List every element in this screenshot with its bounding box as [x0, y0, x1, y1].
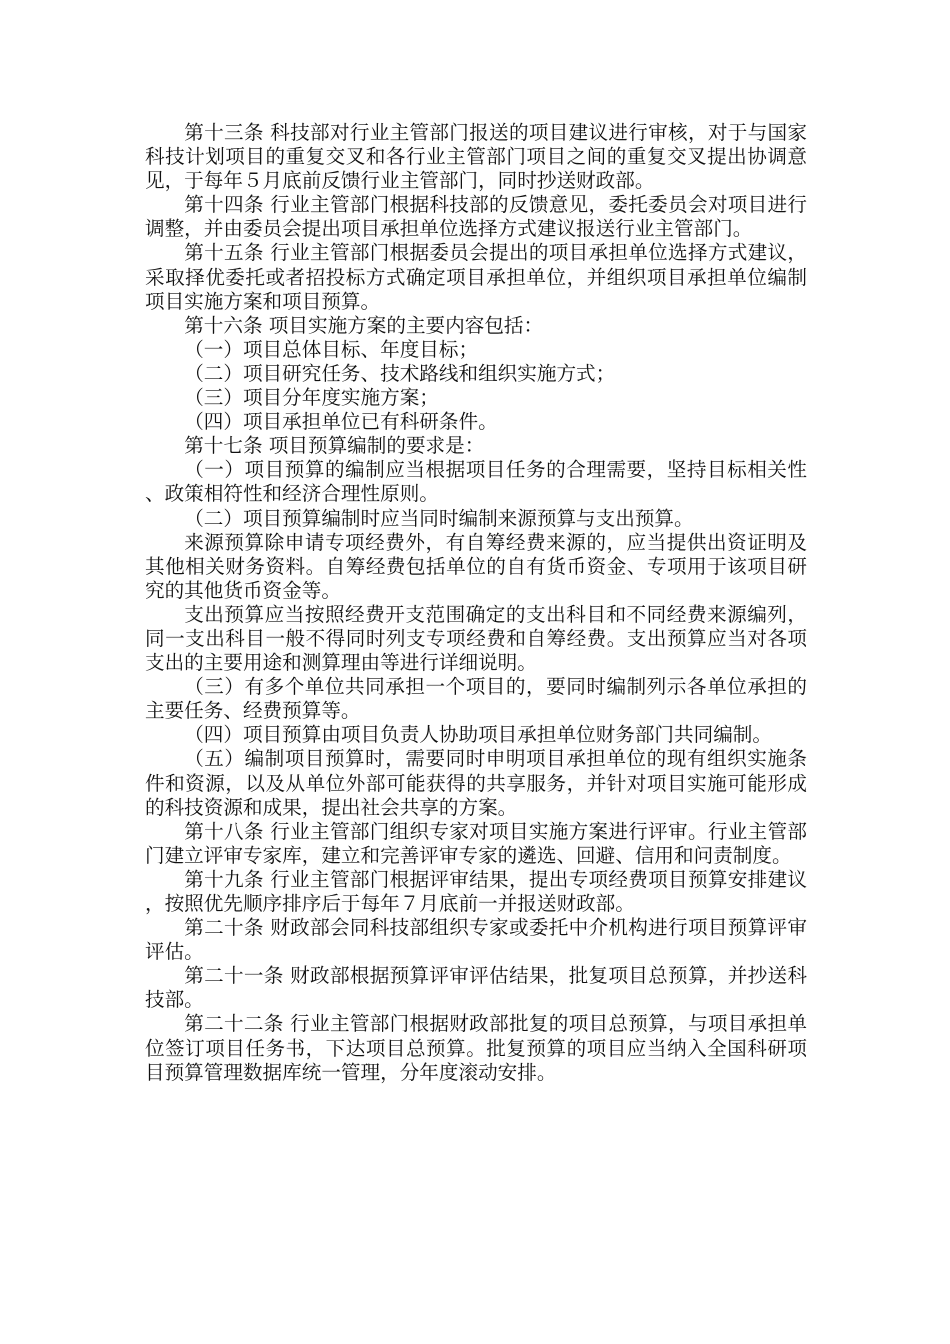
- paragraph-article-20: 第二十条 财政部会同科技部组织专家或委托中介机构进行项目预算评审评估。: [145, 916, 807, 964]
- paragraph-article-18: 第十八条 行业主管部门组织专家对项目实施方案进行评审。行业主管部门建立评审专家库，建立和完善评审专家的遴选、回避、信用和问责制度。: [145, 819, 807, 867]
- list-item-17-3: （三）有多个单位共同承担一个项目的，要同时编制列示各单位承担的主要任务、经费预算等。: [145, 675, 807, 723]
- paragraph-article-22: 第二十二条 行业主管部门根据财政部批复的项目总预算，与项目承担单位签订项目任务书，下达项目总预算。批复预算的项目应当纳入全国科研项目预算管理数据库统一管理，分年度滚动安排。: [145, 1012, 807, 1084]
- list-item-17-1: （一）项目预算的编制应当根据项目任务的合理需要，坚持目标相关性、政策相符性和经济合理性原则。: [145, 458, 807, 506]
- paragraph-article-21: 第二十一条 财政部根据预算评审评估结果，批复项目总预算，并抄送科技部。: [145, 964, 807, 1012]
- list-item-16-1: （一）项目总体目标、年度目标；: [184, 337, 479, 361]
- list-item-17-2: （二）项目预算编制时应当同时编制来源预算与支出预算。: [184, 506, 694, 530]
- list-item-17-5: （五）编制项目预算时，需要同时申明项目承担单位的现有组织实施条件和资源，以及从单位外部可能获得的共享服务，并针对项目实施可能形成的科技资源和成果，提出社会共享的方案。: [145, 747, 807, 819]
- document-body: [145, 121, 807, 1085]
- paragraph-article-19: 第十九条 行业主管部门根据评审结果，提出专项经费项目预算安排建议，按照优先顺序排序后于每年７月底前一并报送财政部。: [145, 867, 807, 915]
- list-item-16-2: （二）项目研究任务、技术路线和组织实施方式；: [184, 361, 616, 385]
- list-item-17-4: （四）项目预算由项目负责人协助项目承担单位财务部门共同编制。: [184, 723, 772, 747]
- paragraph-article-16: 第十六条 项目实施方案的主要内容包括：: [184, 313, 544, 337]
- paragraph-article-14: 第十四条 行业主管部门根据科技部的反馈意见，委托委员会对项目进行调整，并由委员会提出项目承担单位选择方式建议报送行业主管部门。: [145, 193, 807, 241]
- paragraph-expense-budget: 支出预算应当按照经费开支范围确定的支出科目和不同经费来源编列，同一支出科目一般不得同时列支专项经费和自筹经费。支出预算应当对各项支出的主要用途和测算理由等进行详细说明。: [145, 602, 807, 675]
- list-item-16-3: （三）项目分年度实施方案；: [184, 386, 439, 410]
- list-item-16-4: （四）项目承担单位已有科研条件。: [184, 410, 498, 434]
- paragraph-source-budget: 来源预算除申请专项经费外，有自筹经费来源的，应当提供出资证明及其他相关财务资料。自筹经费包括单位的自有货币资金、专项用于该项目研究的其他货币资金等。: [145, 530, 807, 602]
- paragraph-article-15: 第十五条 行业主管部门根据委员会提出的项目承担单位选择方式建议，采取择优委托或者招投标方式确定项目承担单位，并组织项目承担单位编制项目实施方案和项目预算。: [145, 241, 807, 313]
- paragraph-article-13: 第十三条 科技部对行业主管部门报送的项目建议进行审核，对于与国家科技计划项目的重复交叉和各行业主管部门项目之间的重复交叉提出协调意见，于每年５月底前反馈行业主管部门，同时抄送财政部。: [145, 121, 807, 193]
- paragraph-article-17: 第十七条 项目预算编制的要求是：: [184, 434, 485, 458]
